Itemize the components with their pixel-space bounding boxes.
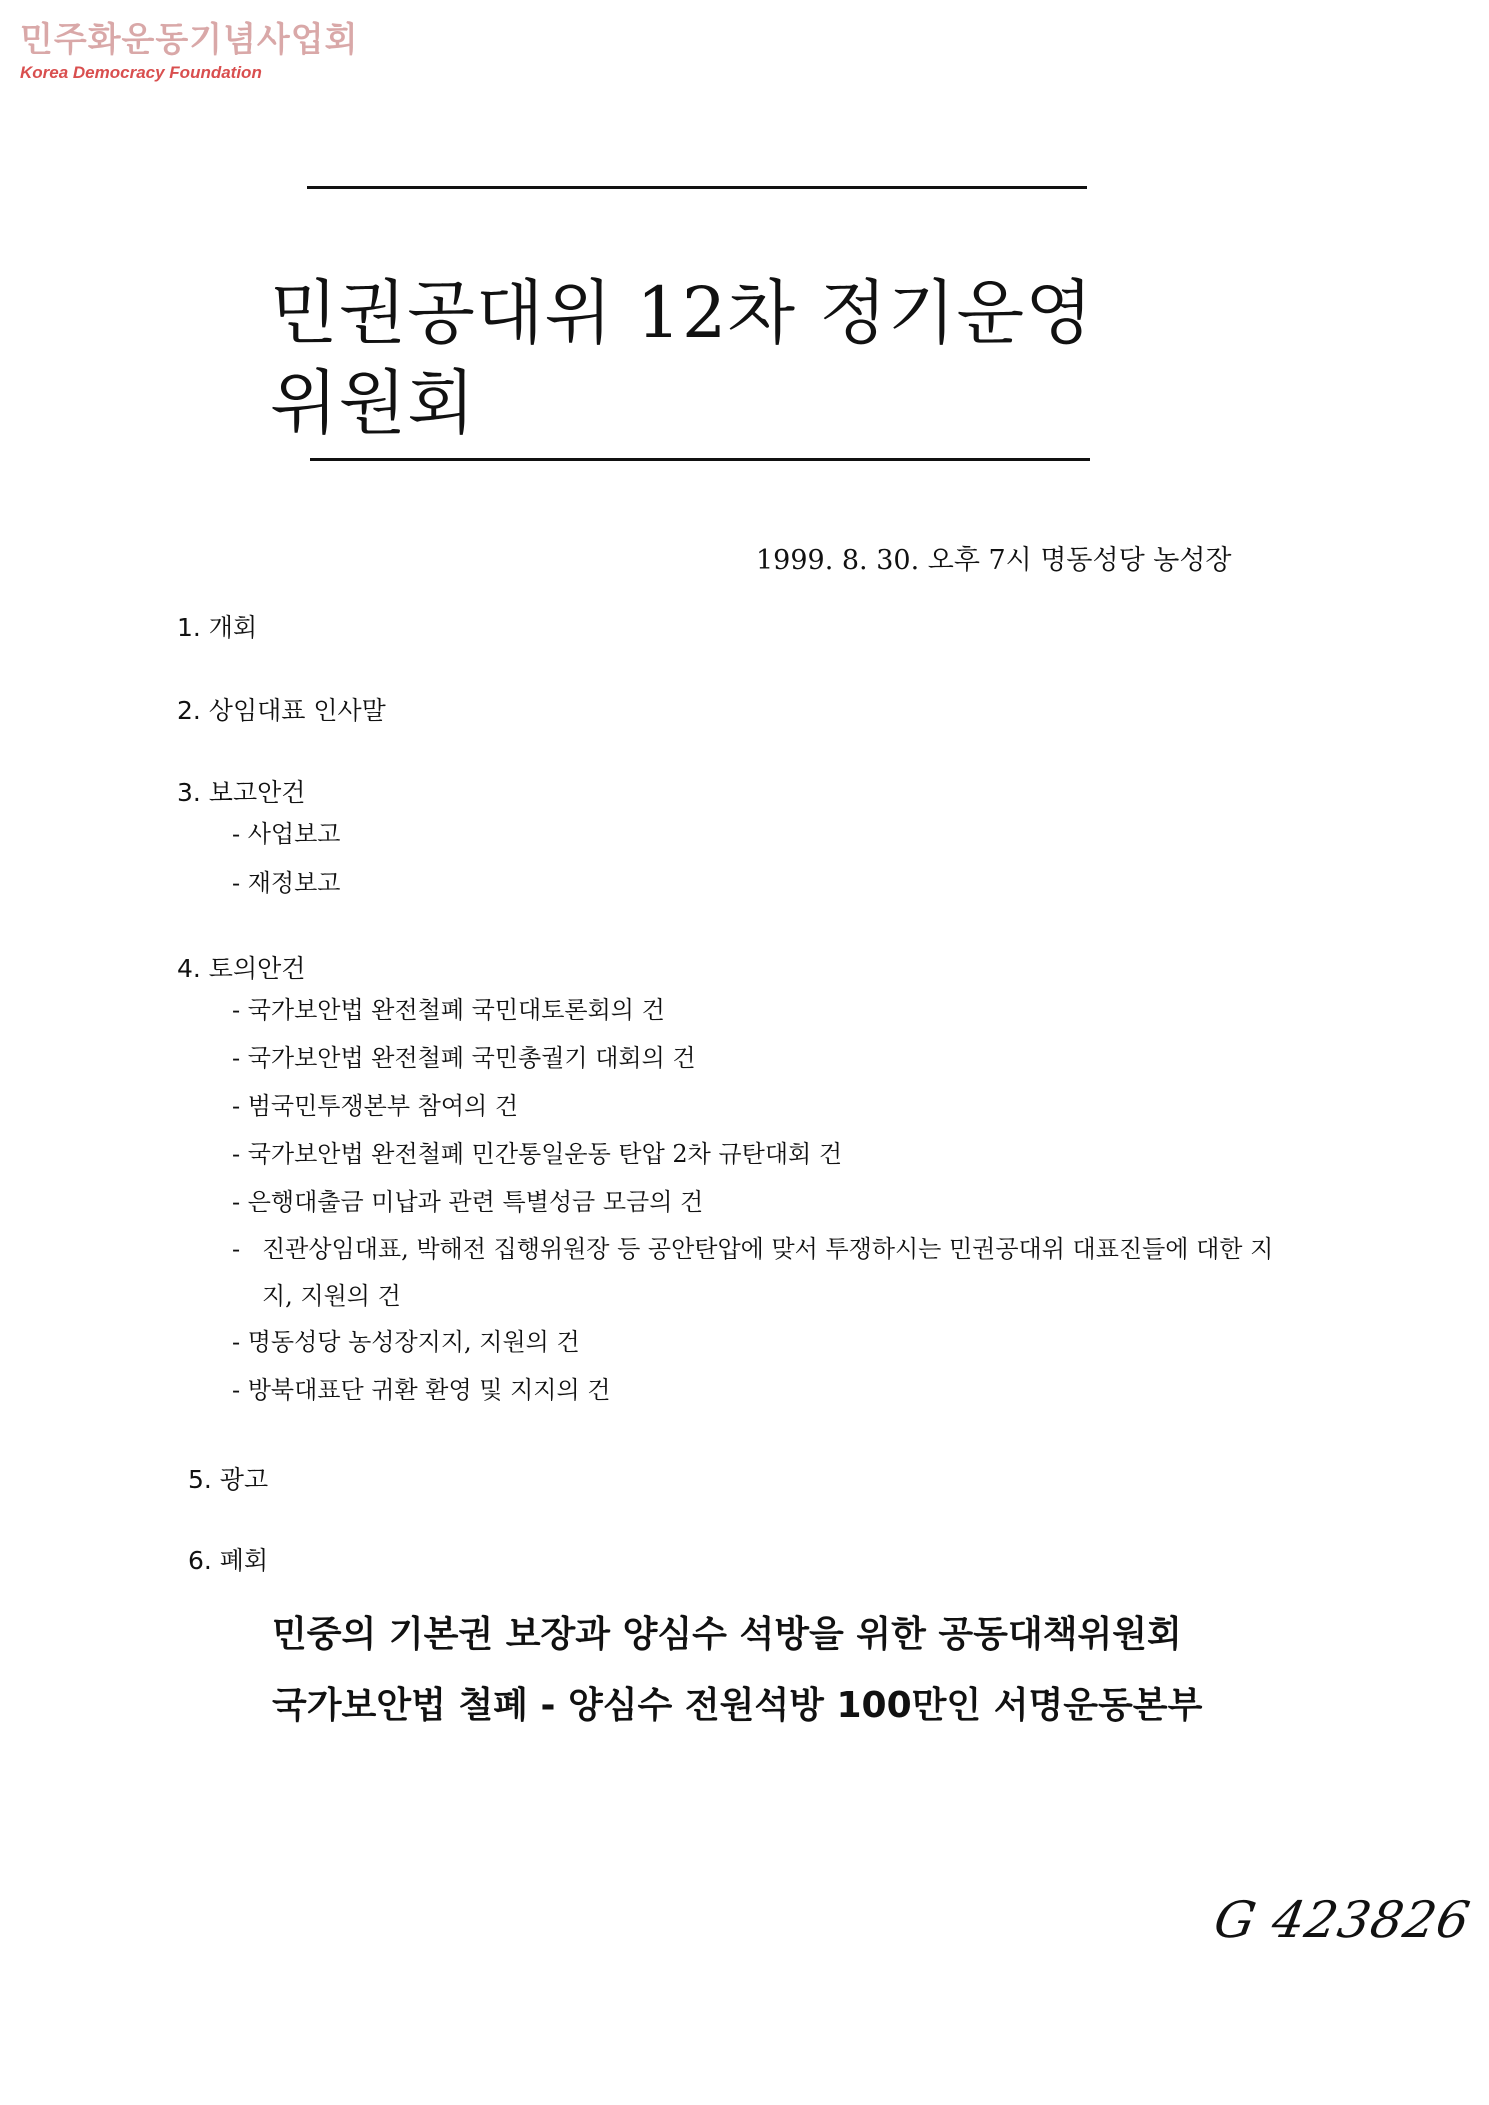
watermark-logo <box>20 20 358 84</box>
organization-name: 민중의 기본권 보장과 양심수 석방을 위한 공동대책위원회 <box>272 1614 1182 1655</box>
agenda-4-item: - 명동성당 농성장지지, 지원의 건 <box>232 1328 580 1356</box>
watermark-english: Korea Democracy Foundation <box>20 63 262 82</box>
date-location: 1999. 8. 30. 오후 7시 명동성당 농성장 <box>756 545 1232 576</box>
agenda-4-item-wrapped <box>232 1226 1292 1320</box>
watermark-korean: 민주화운동기념사업회 <box>20 20 359 60</box>
agenda-4-item: - 범국민투쟁본부 참여의 건 <box>232 1092 519 1120</box>
agenda-4-item: - 국가보안법 완전철폐 국민총궐기 대회의 건 <box>232 1044 696 1072</box>
agenda-heading-5: 5. 광고 <box>188 1465 269 1494</box>
handwritten-document-id: G 423826 <box>1209 1891 1475 1949</box>
agenda-heading-2: 2. 상임대표 인사말 <box>177 696 386 725</box>
agenda-4-item: - 국가보안법 완전철폐 국민대토론회의 건 <box>232 996 665 1024</box>
agenda-4-item: - 국가보안법 완전철폐 민간통일운동 탄압 2차 규탄대회 건 <box>232 1140 843 1168</box>
item-dash: - <box>232 1235 241 1263</box>
agenda-heading-4: 4. 토의안건 <box>177 954 306 983</box>
title-rule-bottom <box>310 458 1090 461</box>
agenda-4-item: - 방북대표단 귀환 환영 및 지지의 건 <box>232 1376 611 1404</box>
agenda-4-item-text: 진관상임대표, 박해전 집행위원장 등 공안탄압에 맞서 투쟁하시는 민권공대위 대표진들에 대한 지지, 지원의 건 <box>262 1235 1274 1310</box>
agenda-4-item: - 은행대출금 미납과 관련 특별성금 모금의 건 <box>232 1188 704 1216</box>
organization-name: 국가보안법 철폐 - 양심수 전원석방 100만인 서명운동본부 <box>272 1685 1203 1726</box>
agenda-3-item: - 사업보고 <box>232 820 341 848</box>
document-title: 민권공대위 12차 정기운영위원회 <box>270 272 1094 444</box>
agenda-heading-6: 6. 폐회 <box>188 1546 269 1575</box>
agenda-3-item: - 재정보고 <box>232 869 341 897</box>
agenda-heading-1: 1. 개회 <box>177 613 258 642</box>
title-rule-top <box>307 186 1087 189</box>
agenda-heading-3: 3. 보고안건 <box>177 778 306 807</box>
